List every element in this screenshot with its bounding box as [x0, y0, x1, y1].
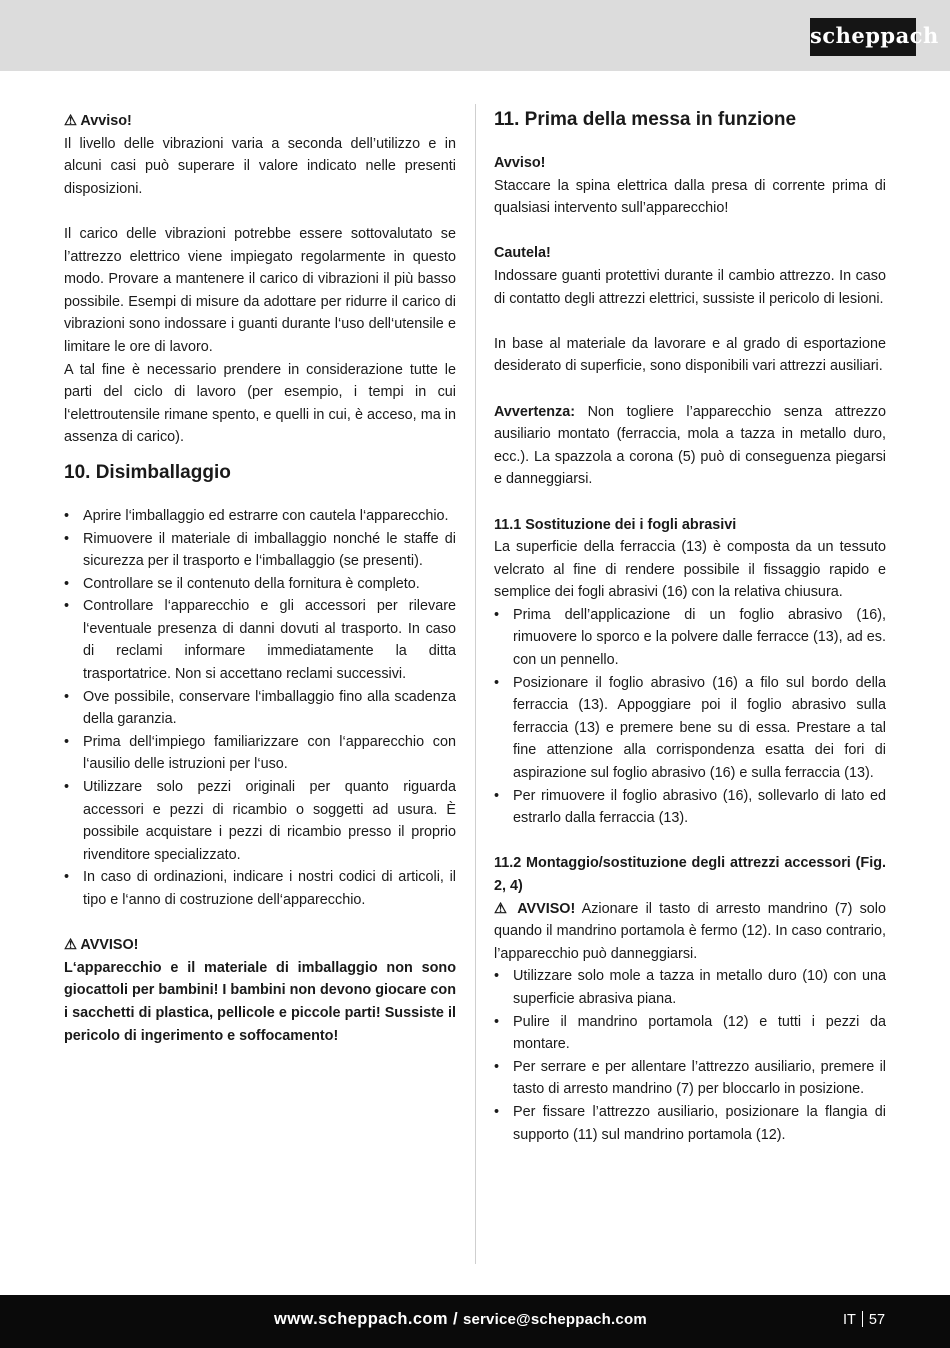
column-divider	[475, 104, 476, 1264]
list-item: • Per fissare l’attrezzo ausiliario, posizionare la flangia di supporto (11) sul mandrino portamola (12).	[494, 1101, 886, 1146]
website-link[interactable]: www.scheppach.com	[274, 1310, 448, 1328]
brand-logo: scheppach	[810, 18, 916, 56]
unpacking-list	[64, 505, 456, 912]
avvertenza-paragraph	[494, 401, 886, 491]
footer-bar	[0, 1295, 950, 1348]
footer-separator: /	[447, 1310, 463, 1328]
header-bar	[0, 0, 950, 71]
avviso-title: Avviso!	[494, 155, 546, 171]
warning1-heading	[64, 110, 456, 133]
email-link[interactable]: service@scheppach.com	[462, 1311, 647, 1328]
page-separator	[862, 1311, 863, 1327]
list-item: • Prima dell‘impiego familiarizzare con l‘apparecchio con l‘ausilio delle istruzioni per l‘uso.	[64, 731, 456, 776]
subsection-11-2-title: 11.2 Montaggio/sostituzione degli attrezzi accessori (Fig. 2, 4)	[494, 855, 886, 894]
left-column	[64, 110, 456, 1047]
subsection-11-2-warning-text: Azionare il tasto di arresto mandrino (7) solo quando il mandrino portamola è fermo (12). In caso contrario, l’apparecchio può danneggiarsi.	[494, 900, 886, 962]
warning-triangle-icon: ⚠	[64, 937, 77, 954]
vibration-paragraph: Il carico delle vibrazioni potrebbe essere sottovalutato se l’attrezzo elettrico viene impiegato regolarmente in questo modo. Provare a mantenere il carico di vibrazioni il più basso possibile. Esempi di misure da adottare per ridurre il carico di vibrazioni sono indossare i guanti durante l‘uso dell‘utensile e limitare le ore di lavoro.	[64, 225, 456, 355]
list-item: • Posizionare il foglio abrasivo (16) a filo sul bordo della ferraccia (13). Appoggiare poi il foglio abrasivo sulla ferraccia (13) e premere bene su di essa. Prestare a tal fine attenzione alla corrispondenza esatta dei fori di aspirazione sul foglio abrasivo (16) e sulla ferraccia (13).	[494, 672, 886, 785]
list-item: • Prima dell’applicazione di un foglio abrasivo (16), rimuovere lo sporco e la polvere dalle ferracce (13), ad es. con un pennello.	[494, 604, 886, 672]
cautela-text: Indossare guanti protettivi durante il cambio attrezzo. In caso di contatto degli attrezzi elettrici, sussiste il pericolo di lesioni.	[494, 267, 886, 307]
section-11-title: 11. Prima della messa in funzione	[494, 109, 797, 130]
footer-contact	[274, 1310, 647, 1329]
section-10-title: 10. Disimballaggio	[64, 461, 231, 483]
list-item: • Ove possibile, conservare l‘imballaggio fino alla scadenza della garanzia.	[64, 686, 456, 731]
material-paragraph: In base al materiale da lavorare e al grado di esportazione desiderato di superficie, sono disponibili vari attrezzi ausiliari.	[494, 335, 886, 375]
avviso-text: Staccare la spina elettrica dalla presa di corrente prima di qualsiasi intervento sull’apparecchio!	[494, 177, 886, 217]
list-item: • Per rimuovere il foglio abrasivo (16), sollevarlo di lato ed estrarlo dalla ferraccia (13).	[494, 785, 886, 830]
warning-triangle-icon: ⚠	[64, 113, 77, 129]
list-item: • Rimuovere il materiale di imballaggio nonché le staffe di sicurezza per il trasporto e l‘imballaggio (se presenti).	[64, 528, 456, 573]
language-code: IT	[843, 1312, 856, 1328]
list-item: • Controllare se il contenuto della fornitura è completo.	[64, 573, 456, 596]
list-item: • Per serrare e per allentare l’attrezzo ausiliario, premere il tasto di arresto mandrino (7) per bloccarlo in posizione.	[494, 1056, 886, 1101]
accessory-tool-list	[494, 965, 886, 1146]
list-item: • Pulire il mandrino portamola (12) e tutti i pezzi da montare.	[494, 1011, 886, 1056]
list-item: • Aprire l‘imballaggio ed estrarre con cautela l‘apparecchio.	[64, 505, 456, 528]
warning1-title: Avviso!	[80, 113, 132, 129]
subsection-11-1-title: 11.1 Sostituzione dei i fogli abrasivi	[494, 516, 737, 533]
cautela-title: Cautela!	[494, 245, 551, 262]
avvertenza-text: Non togliere l’apparecchio senza attrezzo ausiliario montato (ferraccia, mola a tazza in metallo duro, ecc.). La spazzola a corona (5) può di conseguenza piegarsi e danneggiarsi.	[494, 403, 886, 488]
warning2-heading	[64, 934, 456, 957]
warning1-text: Il livello delle vibrazioni varia a seconda dell’utilizzo e in alcuni casi può superare il valore indicato nelle presenti disposizioni.	[64, 135, 456, 197]
avvertenza-label: Avvertenza:	[494, 403, 576, 420]
list-item: • Utilizzare solo mole a tazza in metallo duro (10) con una superficie abrasiva piana.	[494, 965, 886, 1010]
list-item: • Utilizzare solo pezzi originali per quanto riguarda accessori e pezzi di ricambio o soggetti ad usura. È possibile acquistare i pezzi di ricambio presso il proprio rivenditore specializzato.	[64, 776, 456, 866]
warning2-title: AVVISO!	[80, 937, 139, 954]
abrasive-sheet-list	[494, 604, 886, 830]
subsection-11-1-text: La superficie della ferraccia (13) è composta da un tessuto velcrato al fine di rendere possibile il fissaggio rapido e semplice dei fogli abrasivi (16) con la relativa chiusura.	[494, 539, 886, 601]
list-item: • In caso di ordinazioni, indicare i nostri codici di articoli, il tipo e l‘anno di costruzione dell‘apparecchio.	[64, 866, 456, 911]
subsection-11-2-warning-label: AVVISO!	[517, 900, 576, 917]
warning2-text: L‘apparecchio e il materiale di imballaggio non sono giocattoli per bambini! I bambini non devono giocare con i sacchetti di plastica, pellicole e piccole parti! Sussiste il pericolo di ingerimento e soffocamento!	[64, 959, 456, 1044]
list-item: • Controllare l‘apparecchio e gli accessori per rilevare l‘eventuale presenza di danni dovuti al trasporto. In caso di reclami informare immediatamente la ditta trasportatrice. Non si accettano reclami successivi.	[64, 595, 456, 685]
right-column	[494, 110, 886, 1146]
work-cycle-paragraph: A tal fine è necessario prendere in considerazione tutte le parti del ciclo di lavoro (per esempio, i tempi in cui l‘elettroutensile rimane spento, e quelli in cui, è acceso, ma in assenza di carico).	[64, 361, 456, 446]
subsection-11-2-warning	[494, 898, 886, 966]
page-indicator	[843, 1311, 885, 1328]
warning-triangle-icon: ⚠	[494, 900, 511, 917]
page-number: 57	[868, 1312, 886, 1328]
